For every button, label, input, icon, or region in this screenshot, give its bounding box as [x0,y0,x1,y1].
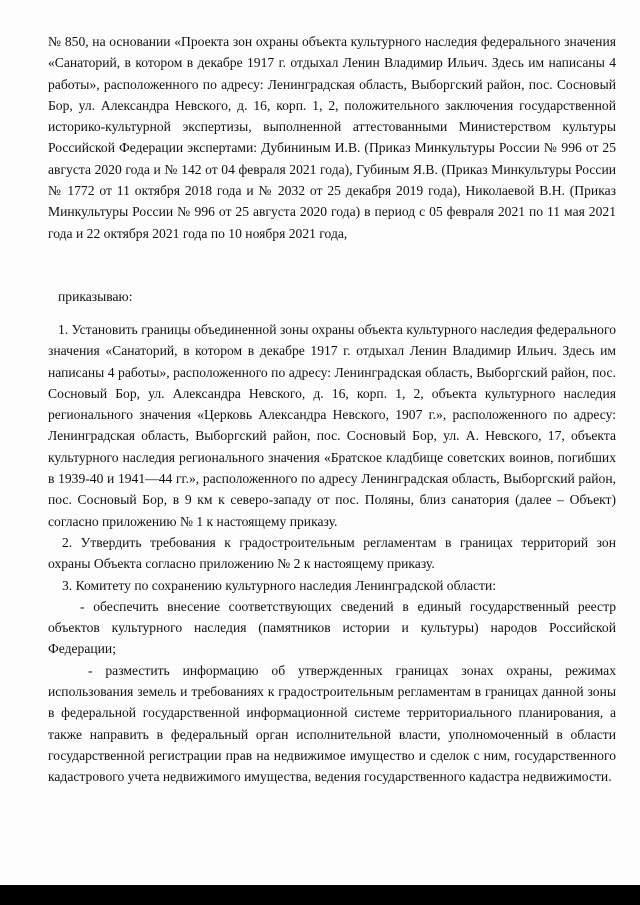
scan-edge-bar [0,885,640,905]
intro-block [48,31,616,244]
intro-paragraph: № 850, на основании «Проекта зон охраны объекта культурного наследия федерального значения «Санаторий, в котором в декабре 1917 г. отдыхал Ленин Владимир Ильич. Здесь им написаны 4 работы», расположенного по адресу: Ленинградская область, Выборгский район, пос. Сосновый Бор, ул. Александра Невского, д. 16, корп. 1, 2, положительного заключения государственной историко-культурной экспертизы, выполненной аттестованными Министерством культуры Российской Федерации экспертами: Дубининым И.В. (Приказ Минкультуры России № 996 от 25 августа 2020 года и № 142 от 04 февраля 2021 года), Губиным Я.В. (Приказ Минкультуры России № 1772 от 11 октября 2018 года и № 2032 от 25 декабря 2019 года), Николаевой В.Н. (Приказ Минкультуры России № 996 от 25 августа 2020 года) в период с 05 февраля 2021 по 11 мая 2021 года и 22 октября 2021 года по 10 ноября 2021 года, [48,34,616,241]
order-item-3: 3. Комитету по сохранению культурного наследия Ленинградской области: [62,577,497,593]
order-items [48,319,616,788]
decree-word: приказываю: [58,289,133,304]
order-item-2: 2. Утвердить требования к градостроительным регламентам в границах территорий зон охраны Объекта согласно приложению № 2 к настоящему приказу. [48,534,616,572]
order-item-1: 1. Установить границы объединенной зоны охраны объекта культурного наследия федерального значения «Санаторий, в котором в декабре 1917 г. отдыхал Ленин Владимир Ильич. Здесь им написаны 4 работы», расположенного по адресу: Ленинградская область, Выборгский район, пос. Сосновый Бор, ул. Александра Невского, д. 16, корп. 1, 2, объекта культурного наследия регионального значения «Церковь Александра Невского, 1907 г.», расположенного по адресу: Ленинградская область, Выборгский район, пос. Сосновый Бор, ул. А. Невского, 17, объекта культурного наследия регионального значения «Братское кладбище советских воинов, погибших в 1939-40 и 1941—44 гг.», расположенного по адресу Ленинградская область, Выборгский район, пос. Сосновый Бор, в 9 км к северо-западу от пос. Поляны, близ санатория (далее – Объект) согласно приложению № 1 к настоящему приказу. [48,322,616,529]
order-item-3-sub-1: - обеспечить внесение соответствующих сведений в единый государственный реестр объектов культурного наследия (памятников истории и культуры) народов Российской Федерации; [48,598,616,657]
order-item-3-sub-2: - разместить информацию об утвержденных границах зонах охраны, режимах использования земель и требованиях к градостроительным регламентам в границах данной зоны в федеральной государственной информационной системе территориального планирования, а также направить в федеральный орган исполнительной власти, уполномоченный в области государственной регистрации прав на недвижимое имущество и сделок с ним, государственного кадастрового учета недвижимого имущества, ведения государственного кадастра недвижимости. [48,662,616,785]
